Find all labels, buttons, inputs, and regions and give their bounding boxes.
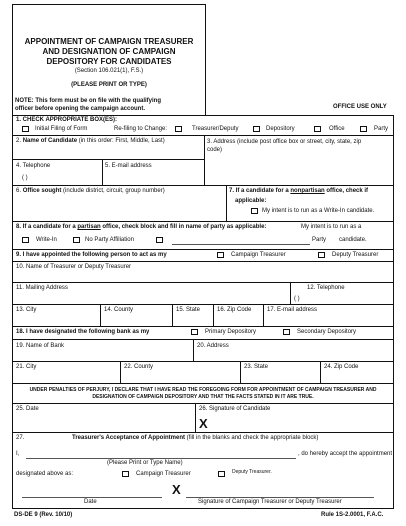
write-in-nonpartisan-checkbox[interactable] (251, 208, 258, 214)
treasurer-zip-label: 16. Zip Code (217, 307, 252, 313)
divider (290, 282, 291, 304)
bank-zip-label: 24. Zip Code (324, 364, 359, 370)
print-name-caption: (Please Print or Type Name) (107, 460, 183, 466)
initial-filing-label: Initial Filing of Form (35, 126, 88, 132)
divider (12, 432, 394, 433)
partisan-post: office, check block and fill in name of party as applicable: (100, 224, 267, 230)
primary-depository-label: Primary Depository (205, 329, 257, 335)
divider (102, 159, 103, 185)
office-sought-hint: (include district, circuit, group number) (61, 188, 165, 194)
divider (12, 261, 394, 262)
refiling-label: Re-filing to Change: (114, 126, 168, 132)
divider (100, 304, 101, 326)
treasurer-date-line[interactable] (22, 497, 162, 498)
office-sought-num: 6. (16, 188, 22, 194)
party-name-line[interactable] (172, 244, 310, 245)
depository-checkbox[interactable] (253, 126, 260, 132)
bank-state-label: 23. State (244, 364, 269, 370)
rule-reference: Rule 1S-2.0001, F.A.C. (321, 512, 384, 518)
candidate-address-line-2: code) (207, 147, 223, 153)
title-line-3: DEPOSITORY FOR CANDIDATES (46, 57, 172, 66)
divider (193, 339, 194, 361)
partisan-pre: 8. If a candidate for a (16, 224, 78, 230)
party-name-checkbox[interactable] (156, 237, 163, 243)
treasurer-county-label: 14. County (104, 307, 134, 313)
treasurer-city-label: 13. City (16, 307, 37, 313)
write-in-nonpartisan-label: My intent is to run as a Write-In candidate. (262, 208, 375, 214)
treasurer-print-name-line[interactable] (26, 458, 296, 459)
bank-city-label: 21. City (16, 364, 37, 370)
candidate-signature-label: 26. Signature of Candidate (199, 406, 271, 412)
title-line-1: APPOINTMENT OF CAMPAIGN TREASURER (24, 37, 194, 46)
office-sought-label (16, 188, 165, 195)
deputy-treasurer-checkbox[interactable] (318, 252, 325, 258)
npa-checkbox[interactable] (73, 237, 80, 243)
treasurer-email-label: 17. E-mail address (267, 307, 318, 313)
secondary-depository-label: Secondary Depository (297, 329, 357, 335)
candidate-address-line-1: 3. Address (include post office box or street, city, state, zip (207, 139, 362, 145)
divider (172, 304, 173, 326)
acceptance-heading-hint: (fill in the blanks and check the appropriate block) (185, 435, 319, 441)
party-name-suffix: Party (312, 237, 327, 243)
divider (12, 185, 394, 186)
statute-reference: (Section 106.021(1), F.S.) (74, 68, 144, 74)
divider (240, 361, 241, 383)
form-body (12, 115, 394, 509)
treasurer-deputy-label: Treasurer/Deputy (192, 126, 239, 132)
partisan-label (16, 224, 266, 231)
section-1-label: 1. CHECK APPROPRIATE BOX(ES): (16, 117, 118, 123)
accept-campaign-treasurer-label: Campaign Treasurer (136, 471, 191, 477)
office-use-label: OFFICE USE ONLY (333, 104, 387, 110)
print-note: (PLEASE PRINT OR TYPE) (71, 82, 147, 88)
filing-note-line-2: officer before opening the campaign account. (15, 106, 146, 112)
accept-deputy-treasurer-checkbox[interactable] (218, 471, 225, 477)
acceptance-statement: , do hereby accept the appointment (298, 451, 393, 457)
treasurer-signature-mark[interactable]: X (172, 482, 181, 497)
npa-label: No Party Affiliation (85, 237, 134, 243)
partisan-intent: My intent is to run as a (301, 224, 362, 230)
divider (204, 135, 205, 185)
form-id: DS-DE 9 (Rev. 10/10) (14, 512, 73, 518)
mailing-address-label: 11. Mailing Address (16, 285, 68, 291)
divider (226, 185, 227, 221)
divider (320, 361, 321, 383)
treasurer-date-caption: Date (84, 499, 97, 505)
bank-name-label: 19. Name of Bank (16, 343, 65, 349)
accept-campaign-treasurer-checkbox[interactable] (122, 471, 129, 477)
party-candidate-suffix: candidate. (339, 237, 367, 243)
filing-note (15, 97, 161, 113)
treasurer-telephone-area: ( ) (294, 296, 300, 302)
treasurer-telephone-label: 12. Telephone (307, 285, 345, 291)
candidate-telephone-area: ( ) (22, 175, 28, 181)
candidate-date-label: 25. Date (16, 406, 39, 412)
office-sought-bold: Office sought (22, 188, 62, 194)
accept-deputy-treasurer-label: Deputy Treasurer. (232, 469, 272, 475)
divider (12, 159, 204, 160)
treasurer-signature-caption: Signature of Campaign Treasurer or Deputy Treasurer (198, 499, 342, 505)
title-line-2: AND DESIGNATION OF CAMPAIGN (42, 47, 176, 56)
candidate-telephone-label: 4. Telephone (16, 163, 51, 169)
divider (12, 304, 394, 305)
perjury-line-2: DESIGNATION OF CAMPAIGN DEPOSITORY AND THAT THE FACTS STATED IN IT ARE TRUE. (92, 394, 314, 400)
bank-designation-label: 18. I have designated the following bank as my (16, 329, 150, 335)
office-checkbox[interactable] (314, 126, 321, 132)
candidate-name-num: 2. (16, 138, 22, 144)
divider (12, 326, 394, 327)
partisan-word: partisan (77, 224, 101, 230)
treasurer-state-label: 15. State (176, 307, 201, 313)
initial-filing-checkbox[interactable] (22, 126, 29, 132)
candidate-name-hint: (in this order: First, Middle, Last) (77, 138, 165, 144)
divider (213, 304, 214, 326)
divider (263, 304, 264, 326)
primary-depository-checkbox[interactable] (191, 329, 198, 335)
perjury-line-1: UNDER PENALTIES OF PERJURY, I DECLARE THAT I HAVE READ THE FOREGOING FORM FOR APPOINTMENT OF CAMPAIGN TREASURER AND (29, 387, 377, 393)
depository-label: Depository (266, 126, 295, 132)
candidate-address-label (207, 138, 361, 154)
divider (12, 249, 394, 250)
divider (12, 403, 394, 404)
deputy-treasurer-label: Deputy Treasurer (332, 252, 379, 258)
appointment-label: 9. I have appointed the following person to act as my (16, 252, 167, 258)
acceptance-num: 27. (16, 435, 25, 441)
divider (12, 221, 394, 222)
candidate-signature-mark[interactable]: X (199, 416, 208, 431)
nonpartisan-applicable: applicable: (235, 198, 267, 204)
nonpartisan-post: office, check if (324, 188, 369, 194)
bank-county-label: 22. County (124, 364, 154, 370)
designated-label: designated above as: (16, 471, 74, 477)
nonpartisan-label (229, 188, 368, 195)
candidate-name-bold: Name of Candidate (22, 138, 78, 144)
office-label: Office (329, 126, 345, 132)
acceptance-i: I, (16, 451, 20, 457)
divider (195, 403, 196, 432)
treasurer-deputy-checkbox[interactable] (175, 126, 182, 132)
write-in-partisan-checkbox[interactable] (22, 237, 29, 243)
secondary-depository-checkbox[interactable] (283, 329, 290, 335)
nonpartisan-pre: 7. If a candidate for a (229, 188, 291, 194)
divider (12, 339, 394, 340)
nonpartisan-word: nonpartisan (290, 188, 325, 194)
divider (12, 361, 394, 362)
treasurer-name-label: 10. Name of Treasurer or Deputy Treasurer (16, 264, 132, 270)
divider (12, 383, 394, 384)
candidate-email-label: 5. E-mail address (105, 163, 152, 169)
treasurer-signature-line[interactable] (186, 497, 374, 498)
divider (12, 282, 394, 283)
campaign-treasurer-checkbox[interactable] (217, 252, 224, 258)
divider (120, 361, 121, 383)
filing-note-line-1: NOTE: This form must be on file with the qualifying (15, 98, 162, 104)
acceptance-heading-bold: Treasurer's Acceptance of Appointment (72, 435, 186, 441)
acceptance-heading (72, 435, 318, 442)
campaign-treasurer-label: Campaign Treasurer (231, 252, 286, 258)
write-in-partisan-label: Write-In (36, 237, 57, 243)
form-title (12, 37, 206, 67)
bank-address-label: 20. Address (197, 343, 229, 349)
party-checkbox[interactable] (360, 126, 367, 132)
divider (12, 135, 394, 136)
candidate-name-label (16, 138, 165, 145)
perjury-statement (12, 387, 394, 401)
party-label: Party (374, 126, 389, 132)
